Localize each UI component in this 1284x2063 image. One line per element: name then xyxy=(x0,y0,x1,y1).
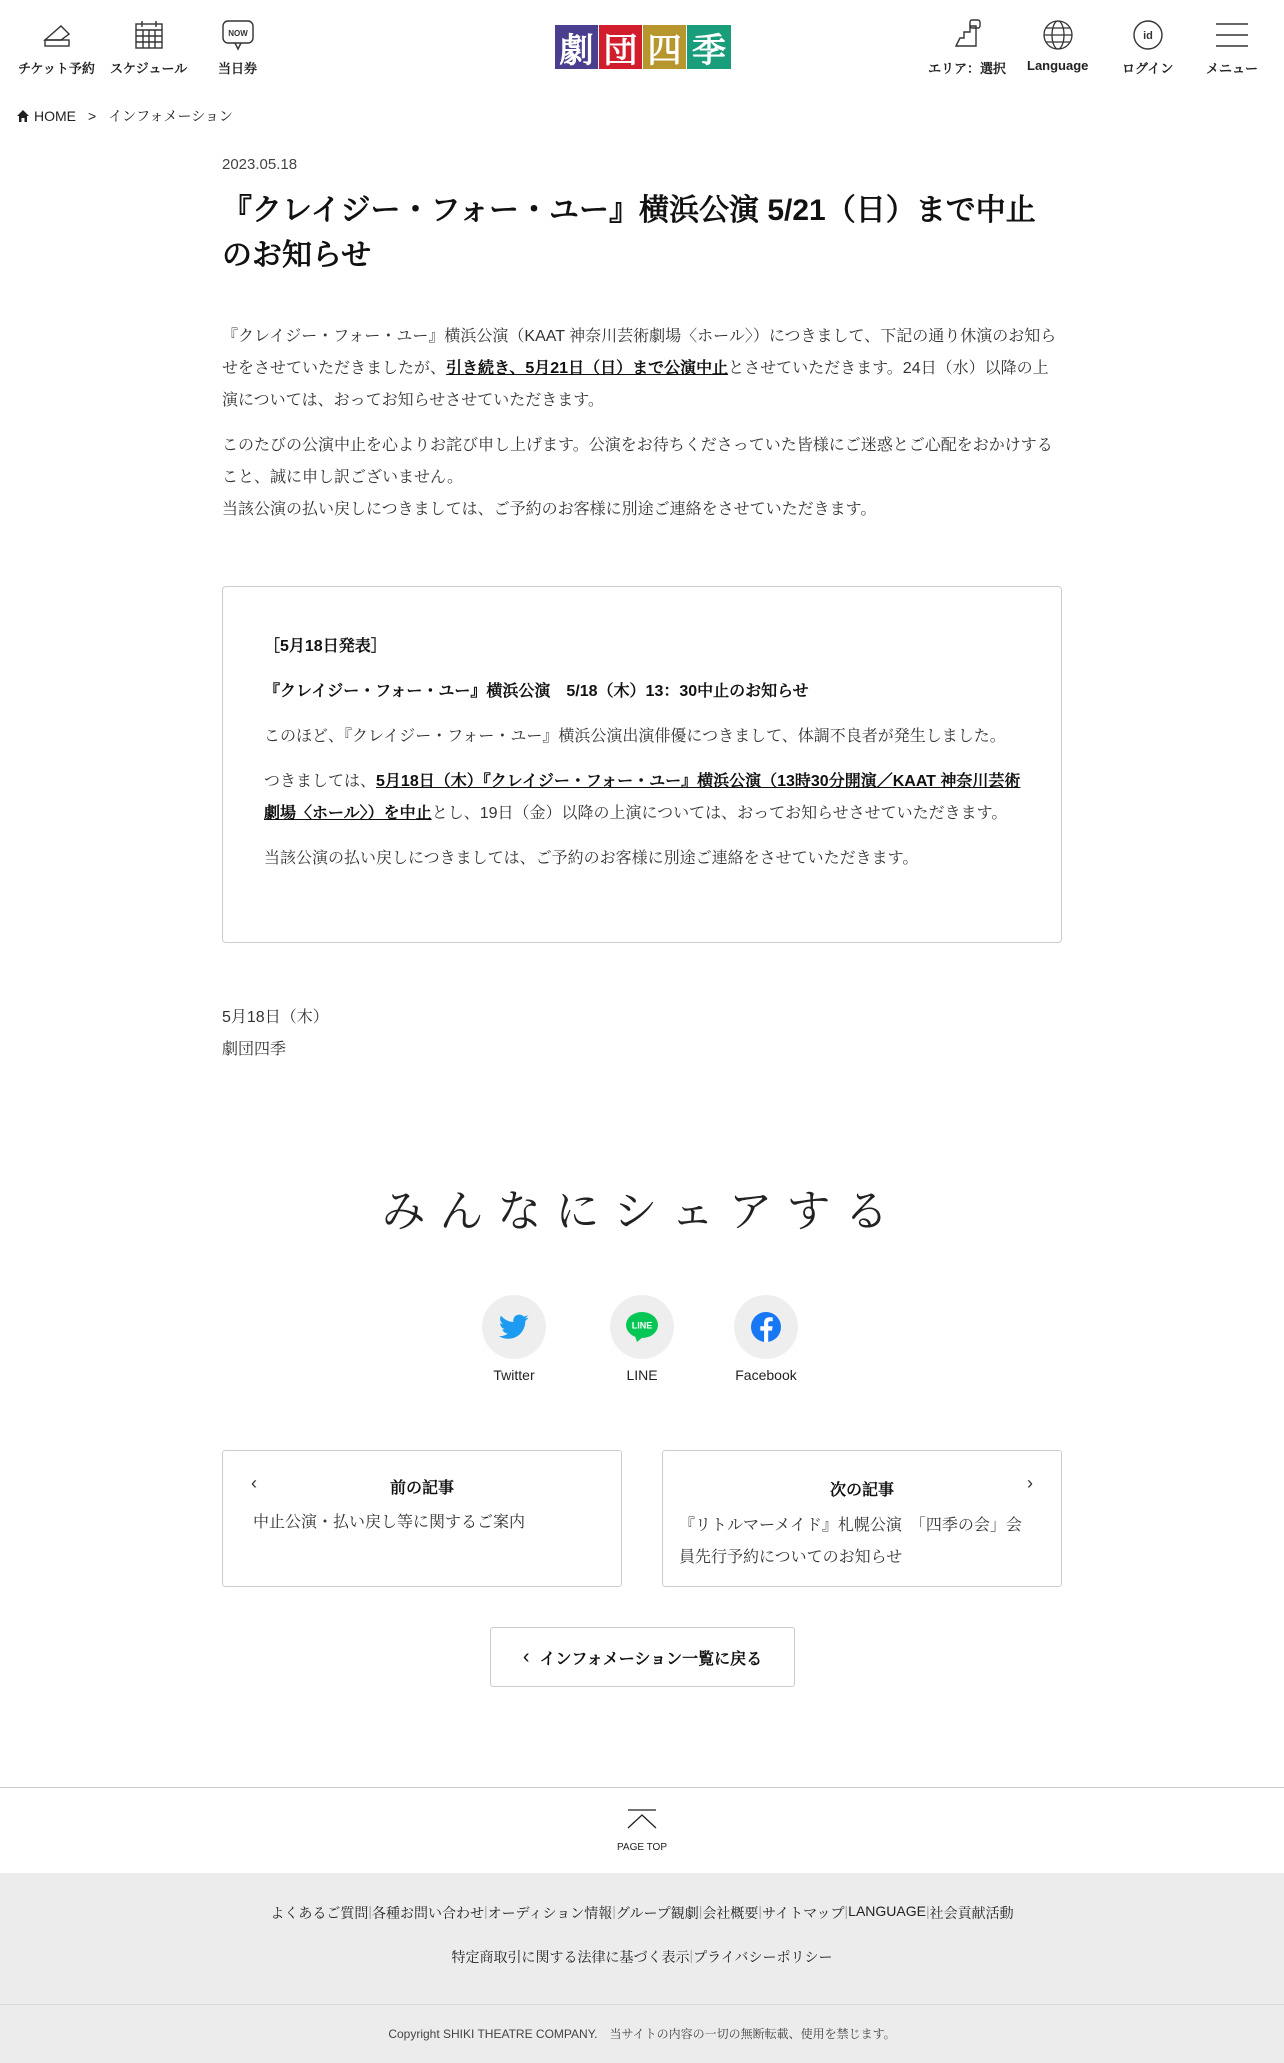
nav-ticket-reservation[interactable]: チケット予約 xyxy=(18,18,95,77)
prev-article-link[interactable] xyxy=(222,1450,622,1587)
copyright: Copyright SHIKI THEATRE COMPANY. 当サイトの内容の一切の無断転載、使用を禁じます。 xyxy=(388,2027,896,2041)
site-header xyxy=(0,0,1284,100)
nav-same-day-ticket[interactable]: NOW 当日券 xyxy=(218,18,257,77)
nav-area-select[interactable]: エリア：選択 xyxy=(928,18,1006,77)
id-icon xyxy=(1131,18,1165,52)
article-date: 2023.05.18 xyxy=(222,156,298,173)
svg-text:NOW: NOW xyxy=(227,29,248,38)
ticket-icon xyxy=(39,18,73,52)
signature-org: 劇団四季 xyxy=(222,1041,287,1058)
now-icon xyxy=(221,18,255,52)
share-title: みんなにシェアする xyxy=(381,1186,903,1237)
footer-link-audition[interactable]: オーディション情報 xyxy=(487,1905,613,1921)
nav-language[interactable]: Language xyxy=(1027,18,1088,73)
share-twitter-button[interactable]: Twitter xyxy=(482,1295,546,1383)
site-footer xyxy=(0,1873,1284,2063)
notice-box xyxy=(222,586,1062,943)
breadcrumb-home[interactable]: HOME xyxy=(16,108,76,124)
article-paragraph: このたびの公演中止を心よりお詫び申し上げます。公演をお待ちくださっていた皆様にご迷惑とご心配をおかけすること、誠に申し訳ございません。 当該公演の払い戻しにつきましては、ご予約のお客様に別途ご連絡をさせていただきます。 xyxy=(222,437,1053,518)
footer-link-commerce-law[interactable]: 特定商取引に関する法律に基づく表示 xyxy=(451,1949,690,1965)
globe-icon xyxy=(1041,18,1075,52)
menu-icon xyxy=(1215,18,1249,52)
chevron-right-icon: › xyxy=(1027,1473,1033,1493)
signature-date: 5月18日（木） xyxy=(222,1009,329,1026)
back-to-list-button[interactable]: ‹ インフォメーション一覧に戻る xyxy=(490,1627,795,1687)
footer-link-contact[interactable]: 各種お問い合わせ xyxy=(372,1905,484,1921)
svg-text:LINE: LINE xyxy=(631,1320,653,1331)
footer-link-group[interactable]: グループ観劇 xyxy=(615,1905,699,1921)
footer-links-row-2: 特定商取引に関する法律に基づく表示 | プライバシーポリシー xyxy=(451,1947,833,1965)
facebook-icon xyxy=(750,1311,782,1343)
home-icon xyxy=(16,109,30,123)
logo-char-4: 季 xyxy=(687,25,731,69)
next-article-label: 次の記事 xyxy=(829,1482,894,1499)
emphasis-text: 引き続き、5月21日（日）まで公演中止 xyxy=(446,360,729,377)
breadcrumb-current: インフォメーション xyxy=(108,108,233,124)
footer-link-csr[interactable]: 社会貢献活動 xyxy=(929,1905,1014,1921)
footer-link-company[interactable]: 会社概要 xyxy=(702,1905,759,1921)
footer-links-row-1: よくあるご質問 | 各種お問い合わせ | オーディション情報 | グループ観劇 | 会社概要 | サイトマップ | LANGUAGE | 社会貢献活動 xyxy=(270,1903,1014,1921)
svg-text:id: id xyxy=(1142,30,1153,42)
notice-subheading: 『クレイジー・フォー・ユー』横浜公演 5/18（木）13：30中止のお知らせ xyxy=(264,683,809,700)
footer-link-faq[interactable]: よくあるご質問 xyxy=(270,1905,369,1921)
share-facebook-button[interactable]: Facebook xyxy=(734,1295,798,1383)
chevron-left-icon: ‹ xyxy=(522,1645,530,1668)
footer-link-language[interactable]: LANGUAGE xyxy=(848,1903,926,1919)
article-signature xyxy=(222,1002,1062,1066)
article-title: 『クレイジー・フォー・ユー』横浜公演 5/21（日）まで中止のお知らせ xyxy=(222,194,1036,272)
emphasis-text: 5月18日（木）『クレイジー・フォー・ユー』横浜公演（13時30分開演／KAAT 神奈川芸術劇場〈ホール〉）を中止 xyxy=(264,773,1021,822)
twitter-icon xyxy=(499,1314,529,1340)
divider xyxy=(0,2004,1284,2005)
nav-schedule[interactable]: スケジュール xyxy=(110,18,187,77)
area-icon xyxy=(950,18,984,52)
logo-char-1: 劇 xyxy=(555,25,599,69)
notice-paragraph: このほど、『クレイジー・フォー・ユー』横浜公演出演俳優につきまして、体調不良者が発生しました。 xyxy=(264,728,1006,745)
calendar-icon xyxy=(132,18,166,52)
prev-article-title: 中止公演・払い戻し等に関するご案内 xyxy=(253,1514,526,1531)
breadcrumb xyxy=(16,106,233,126)
logo-char-2: 団 xyxy=(599,25,643,69)
article-body xyxy=(222,321,1062,539)
nav-login[interactable]: id ログイン xyxy=(1122,18,1173,77)
breadcrumb-separator: > xyxy=(88,108,97,124)
article-paragraph: 『クレイジー・フォー・ユー』横浜公演（KAAT 神奈川芸術劇場〈ホール〉）につきまして、下記の通り休演のお知らせをさせていただきましたが、引き続き、5月21日（日）まで公演中止とさせていただきます。24日（水）以降の上演については、おってお知らせさせていただきます。 xyxy=(222,328,1057,409)
footer-link-sitemap[interactable]: サイトマップ xyxy=(762,1905,845,1921)
notice-heading: ［5月18日発表］ xyxy=(264,638,387,655)
footer-link-privacy[interactable]: プライバシーポリシー xyxy=(693,1949,833,1965)
site-logo[interactable] xyxy=(555,25,731,69)
nav-menu[interactable]: メニュー xyxy=(1206,18,1258,77)
prev-article-label: 前の記事 xyxy=(389,1480,454,1497)
divider xyxy=(0,1787,1284,1788)
share-line-button[interactable]: LINE LINE xyxy=(610,1295,674,1383)
page-top-button[interactable]: PAGE TOP xyxy=(592,1808,692,1853)
next-article-link[interactable] xyxy=(662,1450,1062,1587)
line-icon xyxy=(625,1311,659,1343)
arrow-up-icon xyxy=(627,1808,657,1830)
notice-paragraph: つきましては、5月18日（木）『クレイジー・フォー・ユー』横浜公演（13時30分開演／KAAT 神奈川芸術劇場〈ホール〉）を中止とし、19日（金）以降の上演については、おってお知らせさせていただきます。 xyxy=(264,773,1021,822)
notice-paragraph: 当該公演の払い戻しにつきましては、ご予約のお客様に別途ご連絡をさせていただきます。 xyxy=(264,850,919,867)
next-article-title: 『リトルマーメイド』札幌公演 「四季の会」会員先行予約についてのお知らせ xyxy=(679,1517,1022,1566)
logo-char-3: 四 xyxy=(643,25,687,69)
chevron-left-icon: ‹ xyxy=(251,1473,257,1493)
